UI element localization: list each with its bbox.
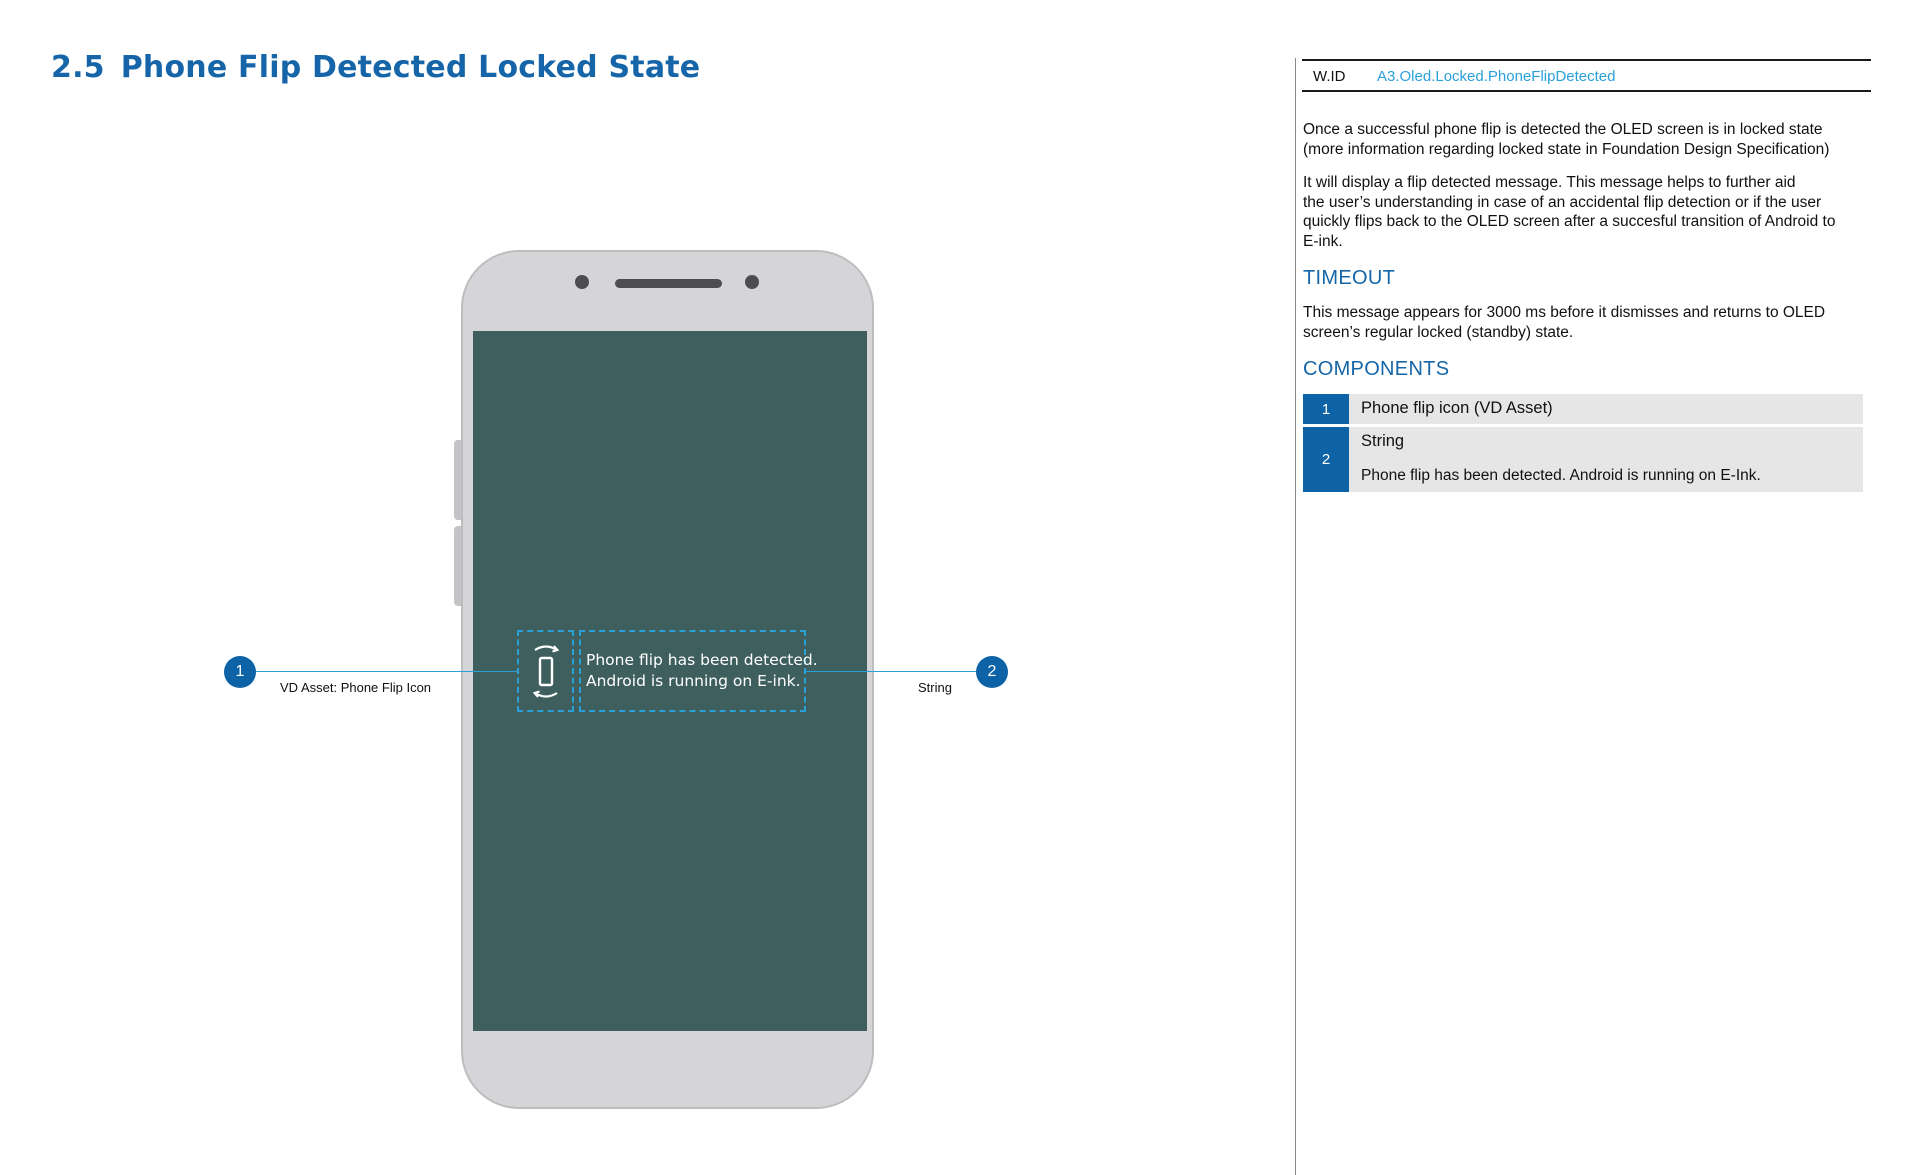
timeout-paragraph <box>1303 303 1873 342</box>
message-line: Phone flip has been detected. <box>586 651 818 669</box>
flip-detected-message <box>586 650 818 692</box>
component-number: 1 <box>1303 394 1349 424</box>
intro-paragraph <box>1303 120 1873 159</box>
component-row <box>1303 427 1863 492</box>
message-line: Android is running on E-ink. <box>586 672 801 690</box>
callout-marker-2: 2 <box>976 656 1008 688</box>
component-title: String <box>1361 432 1405 450</box>
wid-value: A3.Oled.Locked.PhoneFlipDetected <box>1377 68 1616 85</box>
component-row <box>1303 394 1863 424</box>
section-number: 2.5 <box>51 50 105 85</box>
component-title: Phone flip icon (VD Asset) <box>1361 399 1553 417</box>
text-line: quickly flips back to the OLED screen after a succesful transition of Android to <box>1303 213 1836 230</box>
phone-speaker <box>615 279 722 288</box>
wid-label: W.ID <box>1313 68 1346 85</box>
phone-flip-icon <box>531 642 561 702</box>
text-line: E-ink. <box>1303 232 1343 250</box>
text-line: It will display a flip detected message. This message helps to further aid <box>1303 174 1796 191</box>
text-line: This message appears for 3000 ms before it dismisses and returns to OLED <box>1303 304 1826 321</box>
wid-row <box>1302 59 1871 92</box>
page-title <box>51 50 700 85</box>
callout-leader-line <box>806 671 992 672</box>
component-detail: Phone flip has been detected. Android is running on E-Ink. <box>1361 467 1761 484</box>
callout-marker-1: 1 <box>224 656 256 688</box>
text-line: (more information regarding locked state in Foundation Design Specification) <box>1303 140 1830 158</box>
text-line: screen’s regular locked (standby) state. <box>1303 323 1574 341</box>
text-line: Once a successful phone flip is detected the OLED screen is in locked state <box>1303 121 1823 138</box>
text-line: the user’s understanding in case of an accidental flip detection or if the user <box>1303 193 1822 211</box>
callout-leader-line <box>240 671 517 672</box>
callout-label-1: VD Asset: Phone Flip Icon <box>280 680 432 695</box>
components-heading: COMPONENTS <box>1303 358 1450 380</box>
timeout-heading: TIMEOUT <box>1303 267 1396 289</box>
callout-label-2: String <box>918 680 952 695</box>
section-title: Phone Flip Detected Locked State <box>120 50 701 85</box>
column-divider <box>1295 58 1296 1175</box>
phone-sensor-dot <box>745 275 759 289</box>
component-number: 2 <box>1303 427 1349 492</box>
phone-camera-dot <box>575 275 589 289</box>
detail-paragraph <box>1303 173 1873 251</box>
